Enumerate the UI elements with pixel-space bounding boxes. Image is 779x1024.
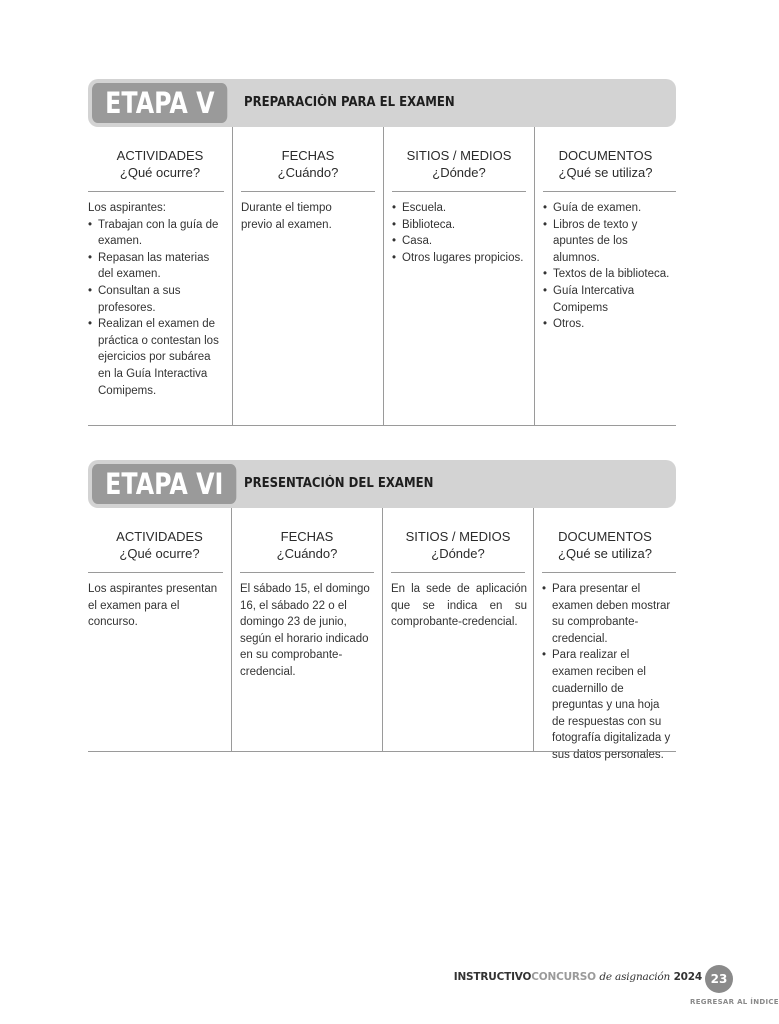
list-item: • Repasan las materias del examen.: [88, 250, 226, 283]
stage-6-section: [88, 460, 676, 761]
stage-5-col-places: [383, 127, 534, 425]
section-bottom-rule: [88, 751, 676, 752]
list-item: • Otros.: [543, 316, 676, 333]
list-item: • Para realizar el examen reciben el cuadernillo de preguntas y una hoja de respuestas con su fotografía digitalizada y sus datos personales.: [542, 647, 672, 763]
stage-6-header: [88, 460, 676, 508]
dates-text: Durante el tiempo previo al examen.: [241, 202, 332, 231]
column-heading: [88, 127, 232, 181]
brand-asignacion: de asignación: [599, 971, 671, 983]
stage-5-badge: ETAPA V: [92, 83, 228, 123]
column-title: FECHAS: [281, 148, 335, 163]
column-title: DOCUMENTOS: [558, 529, 652, 544]
stage-6-badge: ETAPA VI: [92, 464, 236, 504]
stage-5-columns: [88, 127, 676, 425]
column-body: [88, 192, 232, 399]
brand-instructivo: INSTRUCTIVO: [453, 971, 532, 983]
list-item: • Textos de la biblioteca.: [543, 266, 676, 283]
column-title: ACTIVIDADES: [116, 529, 203, 544]
stage-6-col-places: [382, 508, 533, 751]
stage-5-header: [88, 79, 676, 127]
list-item: • Trabajan con la guía de examen.: [88, 217, 226, 250]
column-subtitle: ¿Qué se utiliza?: [558, 165, 653, 180]
column-title: FECHAS: [280, 529, 334, 544]
column-heading: [534, 508, 676, 562]
list-item: • Escuela.: [392, 200, 528, 217]
column-subtitle: ¿Dónde?: [432, 165, 486, 180]
list-item: • Guía de examen.: [543, 200, 676, 217]
column-subtitle: ¿Cuándo?: [277, 165, 339, 180]
column-subtitle: ¿Qué se utiliza?: [558, 546, 652, 561]
list-item: • Libros de texto y apuntes de los alumnos.: [543, 217, 676, 267]
column-heading: [88, 508, 231, 562]
column-heading: [535, 127, 676, 181]
brand-year: 2024: [673, 971, 702, 983]
column-body: [384, 192, 534, 266]
stage-6-col-documents: [533, 508, 676, 761]
column-heading: [383, 508, 533, 562]
stage-5-section: [88, 79, 676, 427]
places-list: [392, 200, 528, 266]
column-subtitle: ¿Qué ocurre?: [119, 546, 200, 561]
brand-concurso: CONCURSO: [531, 971, 596, 983]
list-item: • Realizan el examen de práctica o contestan los ejercicios por subárea en la Guía Interactiva Comipems.: [88, 316, 226, 399]
activities-list: [88, 217, 226, 400]
stage-5-col-dates: [232, 127, 383, 425]
column-title: DOCUMENTOS: [558, 148, 653, 163]
list-item: • Biblioteca.: [392, 217, 528, 234]
stage-5-title: PREPARACIÓN PARA EL EXAMEN: [244, 95, 455, 110]
page-number-badge: 23: [705, 965, 733, 993]
stage-6-columns: [88, 508, 676, 761]
column-subtitle: ¿Dónde?: [431, 546, 485, 561]
back-to-index-link[interactable]: REGRESAR AL ÍNDICE: [690, 998, 779, 1006]
list-item: • Para presentar el examen deben mostrar su comprobante-credencial.: [542, 581, 672, 647]
documents-list: [543, 200, 676, 333]
section-bottom-rule: [88, 425, 676, 426]
list-item: • Otros lugares propicios.: [392, 250, 528, 267]
stage-5-col-activities: [88, 127, 232, 425]
column-heading: [384, 127, 534, 181]
stage-5-col-documents: [534, 127, 676, 425]
documents-list: [542, 581, 672, 764]
column-heading: [233, 127, 383, 181]
activities-intro: Los aspirantes:: [88, 202, 166, 214]
column-title: SITIOS / MEDIOS: [406, 148, 512, 163]
column-subtitle: ¿Qué ocurre?: [119, 165, 201, 180]
footer-brand: [454, 971, 702, 983]
activities-text: Los aspirantes presentan el examen para el concurso.: [88, 583, 218, 629]
stage-6-title: PRESENTACIÓN DEL EXAMEN: [244, 476, 434, 491]
column-body: [535, 192, 676, 333]
column-title: ACTIVIDADES: [116, 148, 204, 163]
column-body: [534, 573, 676, 764]
stage-6-col-activities: [88, 508, 231, 751]
column-subtitle: ¿Cuándo?: [276, 546, 338, 561]
list-item: • Guía Intercativa Comipems: [543, 283, 676, 316]
column-title: SITIOS / MEDIOS: [405, 529, 511, 544]
dates-text: El sábado 15, el domingo 16, el sábado 22 o el domingo 23 de junio, según el horario indicado en su comprobante-credencial.: [240, 583, 370, 678]
list-item: • Consultan a sus profesores.: [88, 283, 226, 316]
places-text: En la sede de aplicación que se indica en su comprobante-credencial.: [391, 583, 527, 629]
column-heading: [232, 508, 382, 562]
list-item: • Casa.: [392, 233, 528, 250]
stage-6-col-dates: [231, 508, 382, 751]
